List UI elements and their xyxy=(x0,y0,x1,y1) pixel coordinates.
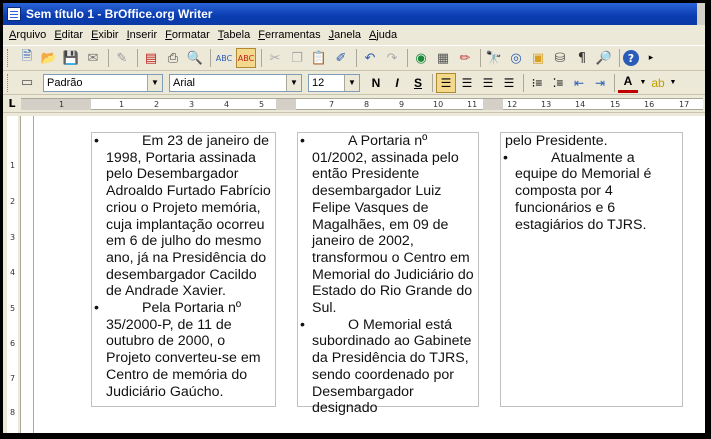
bold-button[interactable]: N xyxy=(371,75,381,90)
text-column-3[interactable] xyxy=(500,132,683,407)
ruler-number: 3 xyxy=(189,99,195,109)
font-name-combo[interactable] xyxy=(169,74,302,92)
font-name-value: Arial xyxy=(173,76,196,89)
ruler-number: 7 xyxy=(329,99,335,109)
document-work-area xyxy=(3,116,705,433)
ruler-number: 4 xyxy=(9,268,16,277)
title-bar-edge xyxy=(697,3,705,25)
align-center-icon[interactable]: ☰ xyxy=(461,75,473,90)
menu-inserir[interactable]: Inserir xyxy=(126,29,158,41)
draw-icon[interactable]: ✏ xyxy=(459,50,471,66)
ruler-number: 17 xyxy=(679,99,690,109)
ruler-number: 10 xyxy=(433,99,444,109)
menu-tabela[interactable]: Tabela xyxy=(217,29,251,41)
ruler-margin xyxy=(21,99,91,110)
export-pdf-icon[interactable]: ▤ xyxy=(144,50,158,66)
toolbar-separator xyxy=(210,49,211,67)
toolbar-separator xyxy=(619,49,620,67)
menu-exibir[interactable]: Exibir xyxy=(91,29,119,41)
ruler-number: 3 xyxy=(9,233,16,242)
ruler-number: 5 xyxy=(9,304,16,313)
bullets-icon[interactable]: ⁚≡ xyxy=(552,75,564,90)
table-icon[interactable]: ▦ xyxy=(436,50,450,66)
save-icon[interactable]: 💾 xyxy=(62,50,80,66)
bullet: • xyxy=(94,133,99,149)
ruler-number: 1 xyxy=(59,99,65,109)
chevron-down-icon[interactable]: ▼ xyxy=(639,79,647,86)
zoom-icon[interactable]: 🔎 xyxy=(595,50,613,66)
ruler-number: 15 xyxy=(610,99,621,109)
ruler-number: 2 xyxy=(154,99,160,109)
ruler-number: 11 xyxy=(467,99,478,109)
ruler-number: 12 xyxy=(507,99,518,109)
decrease-indent-icon[interactable]: ⇤ xyxy=(573,75,585,90)
chevron-down-icon[interactable]: ▼ xyxy=(286,75,301,91)
paragraph-text: O Memorial está subordinado ao Gabinete da Presidência do TJRS, sendo coordenado por Desembargador designado xyxy=(312,316,472,417)
cut-icon[interactable]: ✂ xyxy=(269,50,281,66)
ruler-number: 13 xyxy=(541,99,552,109)
text-column-1[interactable] xyxy=(91,132,276,407)
nonprinting-chars-icon[interactable]: ¶ xyxy=(577,50,587,66)
ruler-number: 6 xyxy=(9,339,16,348)
ruler-number: 8 xyxy=(364,99,370,109)
increase-indent-icon[interactable]: ⇥ xyxy=(594,75,606,90)
text-column-2[interactable] xyxy=(297,132,479,417)
autospellcheck-icon[interactable]: ABC xyxy=(236,48,256,68)
align-right-icon[interactable]: ☰ xyxy=(482,75,494,90)
undo-icon[interactable]: ↶ xyxy=(364,50,376,66)
ruler-number: 14 xyxy=(575,99,586,109)
list-item xyxy=(96,300,273,400)
ruler-number: 9 xyxy=(399,99,405,109)
chevron-down-icon[interactable]: ▼ xyxy=(344,75,359,91)
paragraph-text: A Portaria nº 01/2002, assinada pelo então Presidente desembargador Luiz Felipe Vasques de Magalhães, em 09 de janeiro de 2002, transformou o Centro em Memorial do Judiciário do Estado do Rio Grande do Sul. xyxy=(312,133,474,317)
ruler-number: 8 xyxy=(9,408,16,417)
bullet: • xyxy=(300,316,305,333)
underline-button[interactable]: S xyxy=(413,75,422,90)
bullet: • xyxy=(94,300,99,317)
toolbar-grip[interactable] xyxy=(7,49,11,67)
chevron-down-icon[interactable]: ▼ xyxy=(669,79,677,86)
navigator-icon[interactable]: ◉ xyxy=(415,50,427,66)
ruler-number: 2 xyxy=(9,197,16,206)
toolbar-separator xyxy=(523,74,524,92)
paragraph-style-combo[interactable] xyxy=(43,74,163,92)
toolbar-separator xyxy=(108,49,109,67)
new-document-icon[interactable]: 🗎 xyxy=(21,49,33,64)
title-bar[interactable] xyxy=(3,3,705,25)
menu-ferramentas[interactable]: Ferramentas xyxy=(258,29,321,41)
ruler-number: 1 xyxy=(9,161,16,170)
paragraph-text: Em 23 de janeiro de 1998, Portaria assinada pelo Desembargador Adroaldo Furtado Fabrício criou o Projeto memória, cuja implantação ocorreu em 6 de julho do mesmo ano, já na Presidência do desembargador Cacildo de Andrade Xavier. xyxy=(106,133,271,300)
toolbar-separator xyxy=(407,49,408,67)
toolbar-separator xyxy=(614,74,615,92)
toolbar-separator xyxy=(261,49,262,67)
list-item xyxy=(96,133,273,300)
styles-formatting-icon[interactable]: ▭ xyxy=(20,75,34,90)
writer-app-icon xyxy=(7,7,21,21)
menu-arquivo[interactable]: Arquivo xyxy=(9,29,47,41)
horizontal-ruler-row xyxy=(3,95,705,113)
edit-file-icon[interactable]: ✎ xyxy=(116,50,128,66)
document-page[interactable] xyxy=(21,116,705,433)
paste-icon[interactable]: 📋 xyxy=(310,50,328,66)
toolbar-grip[interactable] xyxy=(7,74,11,92)
toolbar-separator xyxy=(432,74,433,92)
ruler-column-gap xyxy=(483,99,503,110)
nonprinting-chars-icon[interactable]: ⛁ xyxy=(554,50,566,66)
toolbar-separator xyxy=(356,49,357,67)
paragraph-text: Atualmente a equipe do Memorial é composta por 4 funcionários e 6 estagiários do TJRS. xyxy=(515,149,652,233)
menu-bar xyxy=(3,25,705,45)
help-icon[interactable]: ? xyxy=(623,50,639,66)
italic-button[interactable]: I xyxy=(395,75,399,90)
ruler-number: 7 xyxy=(9,374,16,383)
ruler-number: 5 xyxy=(259,99,265,109)
menu-ajuda[interactable]: Ajuda xyxy=(369,29,398,41)
redo-icon[interactable]: ↷ xyxy=(386,50,398,66)
open-folder-icon[interactable]: 📂 xyxy=(40,50,58,66)
font-size-value: 12 xyxy=(312,76,325,89)
format-paintbrush-icon[interactable]: ✐ xyxy=(335,50,347,66)
ruler-column-gap xyxy=(276,99,296,110)
gallery-icon[interactable]: ◎ xyxy=(510,50,522,66)
paragraph-style-value: Padrão xyxy=(47,76,83,89)
menu-editar[interactable]: Editar xyxy=(54,29,84,41)
standard-toolbar xyxy=(3,45,705,71)
numbering-icon[interactable]: ⁝≡ xyxy=(531,75,543,90)
formatting-toolbar xyxy=(3,71,705,95)
horizontal-ruler[interactable] xyxy=(21,98,703,110)
find-icon[interactable]: 🔭 xyxy=(485,50,503,66)
highlight-icon[interactable]: ab xyxy=(651,75,665,90)
ruler-number: 1 xyxy=(119,99,125,109)
print-icon[interactable]: ⎙ xyxy=(167,50,179,66)
tab-stop-selector[interactable]: L xyxy=(8,97,16,110)
email-icon[interactable]: ✉ xyxy=(87,50,99,66)
paragraph-continuation: pelo Presidente. xyxy=(505,133,608,149)
align-justify-icon[interactable]: ☰ xyxy=(503,75,515,90)
font-size-combo[interactable] xyxy=(308,74,360,92)
list-item xyxy=(505,150,680,234)
chevron-down-icon[interactable]: ▼ xyxy=(147,75,162,91)
page-margin-line xyxy=(33,116,34,433)
toolbar-separator xyxy=(480,49,481,67)
datasource-icon[interactable]: ▣ xyxy=(531,50,545,66)
spellcheck-icon[interactable]: ABC xyxy=(215,53,233,63)
bullet: • xyxy=(300,133,305,149)
vertical-ruler[interactable] xyxy=(3,116,21,433)
ruler-number: 4 xyxy=(224,99,230,109)
menu-janela[interactable]: Janela xyxy=(328,29,362,41)
print-preview-icon[interactable]: 🔍 xyxy=(186,50,204,66)
bullet: • xyxy=(503,149,508,166)
writer-window xyxy=(3,3,705,433)
toolbar-overflow-icon[interactable]: ▸ xyxy=(648,53,654,63)
ruler-number: 16 xyxy=(644,99,655,109)
toolbar-separator xyxy=(137,49,138,67)
menu-formatar[interactable]: Formatar xyxy=(165,29,210,41)
paragraph-text: Pela Portaria nº 35/2000-P, de 11 de outubro de 2000, o Projeto converteu-se em Centro de memória do Judiciário Gaúcho. xyxy=(106,300,261,400)
font-color-icon[interactable]: A xyxy=(618,73,638,93)
list-item xyxy=(302,133,476,317)
copy-icon[interactable]: ❐ xyxy=(291,50,303,66)
window-title: Sem título 1 - BrOffice.org Writer xyxy=(26,7,213,21)
list-item xyxy=(302,317,476,417)
align-left-icon[interactable]: ☰ xyxy=(436,73,456,93)
